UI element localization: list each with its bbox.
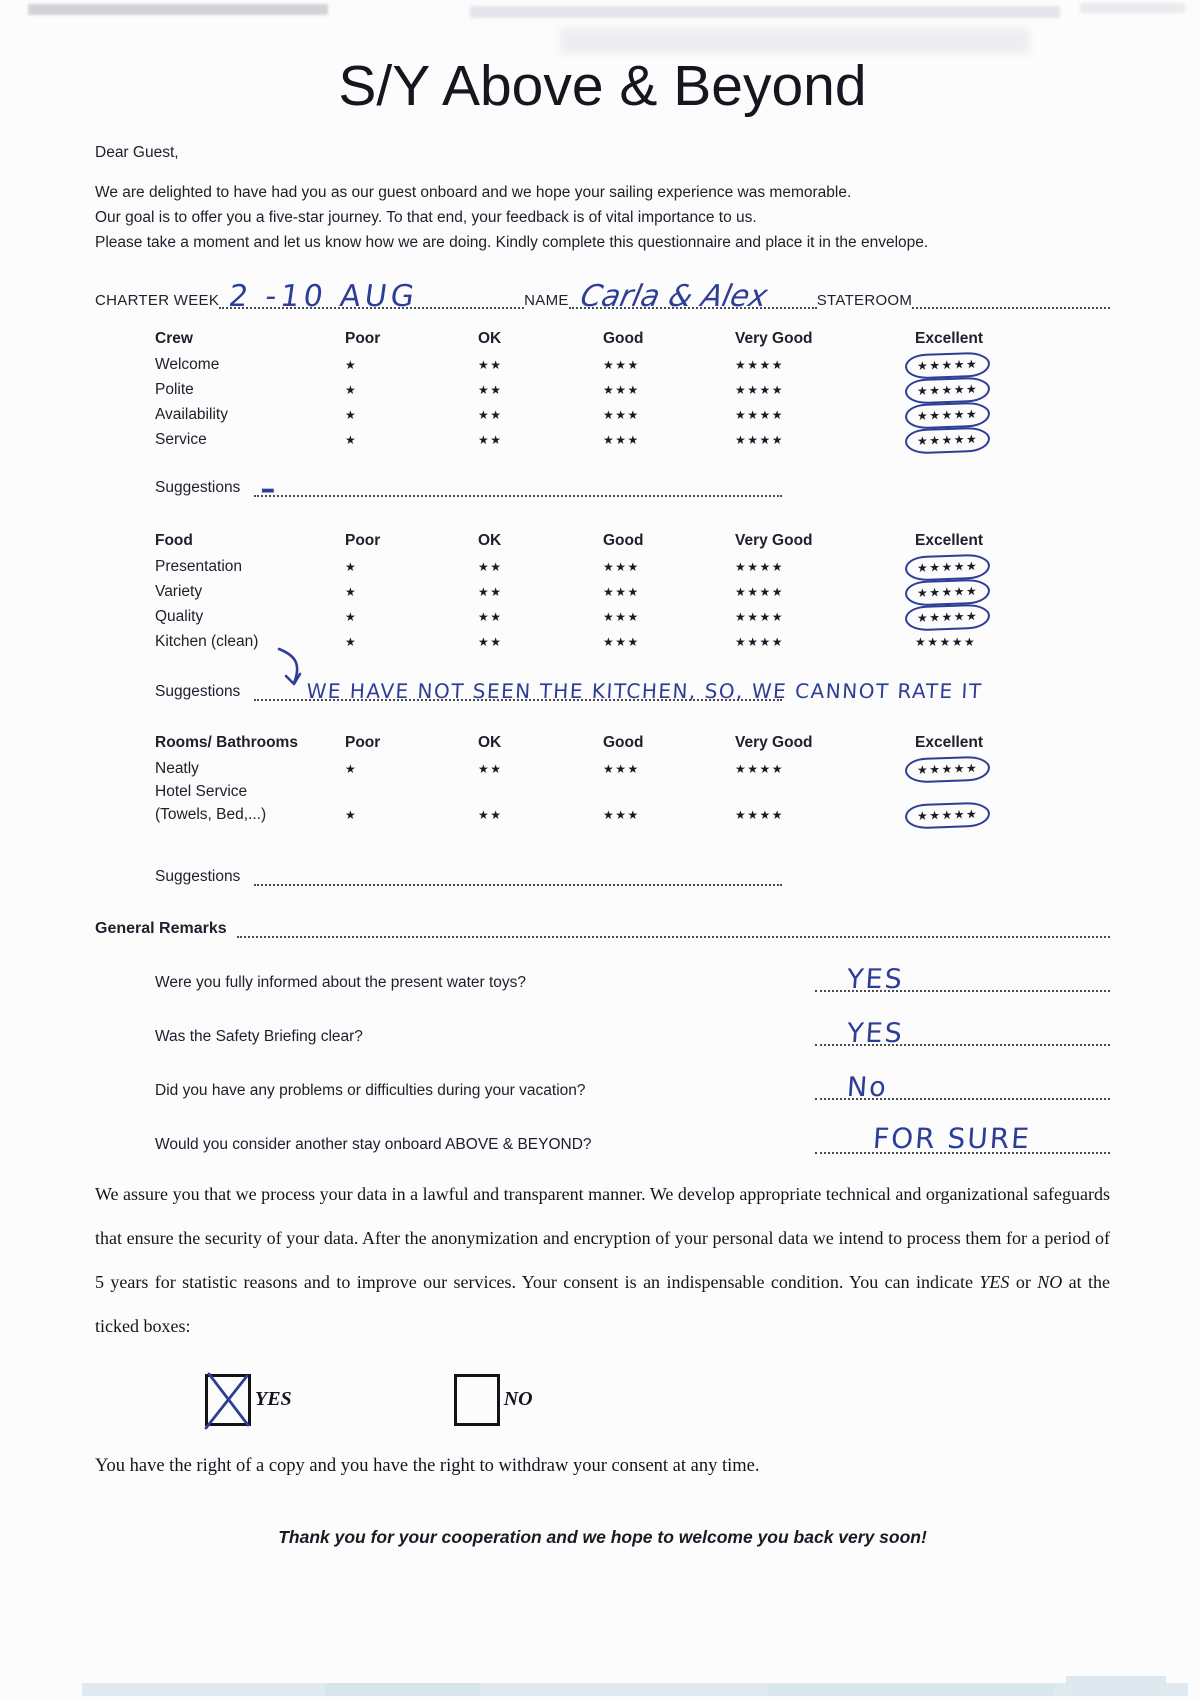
scale-good: Good <box>603 329 644 347</box>
answer-line <box>815 1017 1110 1049</box>
yes-checkbox-label: YES <box>255 1388 292 1411</box>
pen-circle-mark: ★★★★★ <box>905 578 991 606</box>
food-suggestions-row <box>155 671 1110 701</box>
stars-3: ★★★ <box>603 585 640 600</box>
data-consent-paragraph <box>95 1172 1110 1348</box>
scale-excellent: Excellent <box>915 531 984 549</box>
stars-3: ★★★ <box>603 560 640 575</box>
stars-1: ★ <box>345 762 358 777</box>
stars-2: ★★ <box>478 610 503 625</box>
general-remarks-header <box>95 914 1110 938</box>
row-label: Hotel Service <box>155 783 248 801</box>
row-label: Quality <box>155 608 204 626</box>
stars-3: ★★★ <box>603 762 640 777</box>
stars-3: ★★★ <box>603 383 640 398</box>
row-label: Kitchen (clean) <box>155 633 259 651</box>
pen-circle-mark: ★★★★★ <box>905 755 991 783</box>
charter-week-handwriting: 2 -10 AUG <box>226 278 421 314</box>
pen-circle-mark: ★★★★★ <box>905 376 991 404</box>
table-row <box>155 782 1110 803</box>
stars-2: ★★ <box>478 433 503 448</box>
stars-5-uncircled: ★★★★★ <box>915 635 977 650</box>
stars-2: ★★ <box>478 762 503 777</box>
scan-artifact-top-center <box>470 6 1060 18</box>
suggestions-label: Suggestions <box>155 867 241 885</box>
scale-good: Good <box>603 531 644 549</box>
no-checkbox-label: NO <box>503 1388 533 1411</box>
pen-circle-mark: ★★★★★ <box>905 351 991 379</box>
crew-suggestions-row <box>155 467 1110 507</box>
table-row <box>155 378 1110 403</box>
row-label: Presentation <box>155 558 243 576</box>
stars-3: ★★★ <box>603 635 640 650</box>
stars-4: ★★★★ <box>735 635 785 650</box>
row-label: Neatly <box>155 760 199 778</box>
handwritten-dash: – <box>260 471 276 507</box>
scan-artifact-bottom-bar <box>82 1683 1188 1696</box>
scale-ok: OK <box>478 329 502 347</box>
row-label: (Towels, Bed,...) <box>155 806 267 824</box>
pen-circle-mark: ★★★★★ <box>905 801 991 829</box>
crew-rating-table <box>155 325 1110 453</box>
pen-circle-mark: ★★★★★ <box>905 553 991 581</box>
intro-line: We are delighted to have had you as our guest onboard and we hope your sailing experience was memorable. <box>95 183 852 201</box>
scan-artifact-top-left <box>28 4 328 15</box>
table-row <box>155 605 1110 630</box>
row-label: Service <box>155 431 207 449</box>
intro-line: Please take a moment and let us know how we are doing. Kindly complete this questionnaire and place it in the envelope. <box>95 233 929 251</box>
answer-line <box>815 963 1110 995</box>
table-row <box>155 757 1110 782</box>
suggestions-line <box>254 862 782 886</box>
page-title: S/Y Above & Beyond <box>338 54 867 118</box>
rooms-rating-table <box>155 729 1110 828</box>
charter-week-row <box>95 267 1110 314</box>
stars-2: ★★ <box>478 585 503 600</box>
scale-poor: Poor <box>345 531 381 549</box>
stars-5-circled <box>915 428 1010 453</box>
crew-section-title: Crew <box>155 329 193 347</box>
suggestions-label: Suggestions <box>155 682 241 700</box>
stars-3: ★★★ <box>603 808 640 823</box>
charter-week-field <box>219 273 524 314</box>
stars-3: ★★★ <box>603 610 640 625</box>
general-remarks-questions <box>155 955 1110 1154</box>
scale-poor: Poor <box>345 329 381 347</box>
suggestions-line <box>254 471 782 507</box>
scan-artifact-smudge <box>560 28 1030 54</box>
stars-1: ★ <box>345 585 358 600</box>
scale-excellent: Excellent <box>915 329 984 347</box>
stars-2: ★★ <box>478 560 503 575</box>
question-row <box>155 1117 1110 1154</box>
name-field <box>569 273 817 314</box>
stars-3: ★★★ <box>603 433 640 448</box>
scale-very-good: Very Good <box>735 733 813 751</box>
consent-or-word: or <box>1015 1271 1031 1292</box>
pen-circle-mark: ★★★★★ <box>905 603 991 631</box>
table-row <box>155 403 1110 428</box>
question-row <box>155 955 1110 995</box>
intro-line: Our goal is to offer you a five-star journey. To that end, your feedback is of vital importance to us. <box>95 208 757 226</box>
question-text: Was the Safety Briefing clear? <box>155 1027 363 1045</box>
scan-artifact-top-right <box>1080 3 1185 13</box>
stars-1: ★ <box>345 383 358 398</box>
question-text: Would you consider another stay onboard ABOVE & BEYOND? <box>155 1135 592 1153</box>
stars-1: ★ <box>345 408 358 423</box>
answer-handwriting: YES <box>845 1017 905 1049</box>
food-section-title: Food <box>155 531 193 549</box>
stars-5-circled <box>915 757 1010 782</box>
row-label: Availability <box>155 406 228 424</box>
stars-1: ★ <box>345 635 358 650</box>
stars-4: ★★★★ <box>735 560 785 575</box>
stars-1: ★ <box>345 358 358 373</box>
scan-artifact-segment <box>768 1683 1056 1696</box>
answer-line <box>815 1121 1110 1155</box>
suggestions-label: Suggestions <box>155 478 241 496</box>
general-remarks-label: General Remarks <box>95 919 227 937</box>
food-header-row <box>155 527 1110 555</box>
consent-suffix: at the ticked boxes: <box>95 1271 1111 1336</box>
stars-2: ★★ <box>478 383 503 398</box>
suggestions-line <box>254 677 984 703</box>
answer-handwriting: FOR SURE <box>871 1121 1033 1155</box>
stars-4: ★★★★ <box>735 383 785 398</box>
stars-4: ★★★★ <box>735 808 785 823</box>
charter-week-label: CHARTER WEEK <box>95 291 220 309</box>
row-label: Variety <box>155 583 203 601</box>
pen-circle-mark: ★★★★★ <box>905 426 991 454</box>
general-remarks-line <box>237 922 1110 938</box>
handwritten-x-mark-icon <box>201 1370 255 1430</box>
name-handwriting: Carla & Alex <box>576 278 771 314</box>
no-checkbox <box>454 1374 500 1426</box>
scale-poor: Poor <box>345 733 381 751</box>
stars-1: ★ <box>345 808 358 823</box>
rights-text: You have the right of a copy and you have the right to withdraw your consent at any time. <box>95 1455 760 1476</box>
thank-you-text: Thank you for your cooperation and we hope to welcome you back very soon! <box>278 1526 927 1547</box>
scan-artifact-segment <box>1066 1676 1166 1696</box>
scale-ok: OK <box>478 733 502 751</box>
consent-yes-word: YES <box>979 1271 1010 1292</box>
stars-2: ★★ <box>478 358 503 373</box>
crew-header-row <box>155 325 1110 353</box>
stars-5-circled <box>915 580 1010 605</box>
scale-good: Good <box>603 733 644 751</box>
question-row <box>155 1009 1110 1049</box>
stateroom-field <box>912 273 1110 309</box>
table-row <box>155 803 1110 828</box>
stars-4: ★★★★ <box>735 358 785 373</box>
stars-4: ★★★★ <box>735 610 785 625</box>
rooms-header-row <box>155 729 1110 757</box>
answer-handwriting: No <box>845 1071 889 1103</box>
stateroom-label: STATEROOM <box>816 291 913 309</box>
stars-5-circled <box>915 403 1010 428</box>
consent-text: We assure you that we process your data in a lawful and transparent manner. We develop appropriate technical and organizational safeguards that ensure the security of your data. After the anonymization and encryption of your personal data we intend to process them for a period of 5 years for statistic reasons and to improve our services. Your consent is an indispensable condition. You can indicate <box>95 1183 1110 1292</box>
scale-very-good: Very Good <box>735 531 813 549</box>
stars-4: ★★★★ <box>735 585 785 600</box>
stars-4: ★★★★ <box>735 433 785 448</box>
row-label: Welcome <box>155 356 220 374</box>
greeting-text: Dear Guest, <box>95 143 179 161</box>
table-row <box>155 555 1110 580</box>
document-content <box>0 55 1200 1548</box>
stars-2: ★★ <box>478 408 503 423</box>
stars-3: ★★★ <box>603 408 640 423</box>
stars-5-circled <box>915 353 1010 378</box>
question-text: Did you have any problems or difficulties during your vacation? <box>155 1081 586 1099</box>
answer-handwriting: YES <box>845 963 905 995</box>
kitchen-note-handwriting: WE HAVE NOT SEEN THE KITCHEN, SO, WE CANNOT RATE IT <box>306 678 984 703</box>
stars-5-circled <box>915 555 1010 580</box>
scan-artifact-segment <box>325 1683 480 1696</box>
answer-line <box>815 1071 1110 1103</box>
stars-1: ★ <box>345 560 358 575</box>
question-row <box>155 1063 1110 1103</box>
intro-paragraph <box>95 180 1110 255</box>
scale-ok: OK <box>478 531 502 549</box>
consent-no-word: NO <box>1037 1271 1063 1292</box>
row-label: Polite <box>155 381 194 399</box>
yes-checkbox <box>205 1374 251 1426</box>
name-label: NAME <box>524 291 569 309</box>
table-row <box>155 353 1110 378</box>
stars-4: ★★★★ <box>735 408 785 423</box>
rooms-section-title: Rooms/ Bathrooms <box>155 733 298 751</box>
stars-5-circled <box>915 605 1010 630</box>
consent-checkboxes <box>205 1374 1110 1426</box>
question-text: Were you fully informed about the present water toys? <box>155 973 527 991</box>
table-row <box>155 428 1110 453</box>
stars-2: ★★ <box>478 635 503 650</box>
rooms-suggestions-row <box>155 856 1110 886</box>
scale-very-good: Very Good <box>735 329 813 347</box>
food-rating-table <box>155 527 1110 655</box>
stars-3: ★★★ <box>603 358 640 373</box>
stars-4: ★★★★ <box>735 762 785 777</box>
stars-5-circled <box>915 803 1010 828</box>
pen-circle-mark: ★★★★★ <box>905 401 991 429</box>
stars-2: ★★ <box>478 808 503 823</box>
scale-excellent: Excellent <box>915 733 984 751</box>
handwritten-arrow-icon <box>272 647 306 689</box>
stars-5-circled <box>915 378 1010 403</box>
table-row <box>155 580 1110 605</box>
stars-1: ★ <box>345 433 358 448</box>
stars-1: ★ <box>345 610 358 625</box>
